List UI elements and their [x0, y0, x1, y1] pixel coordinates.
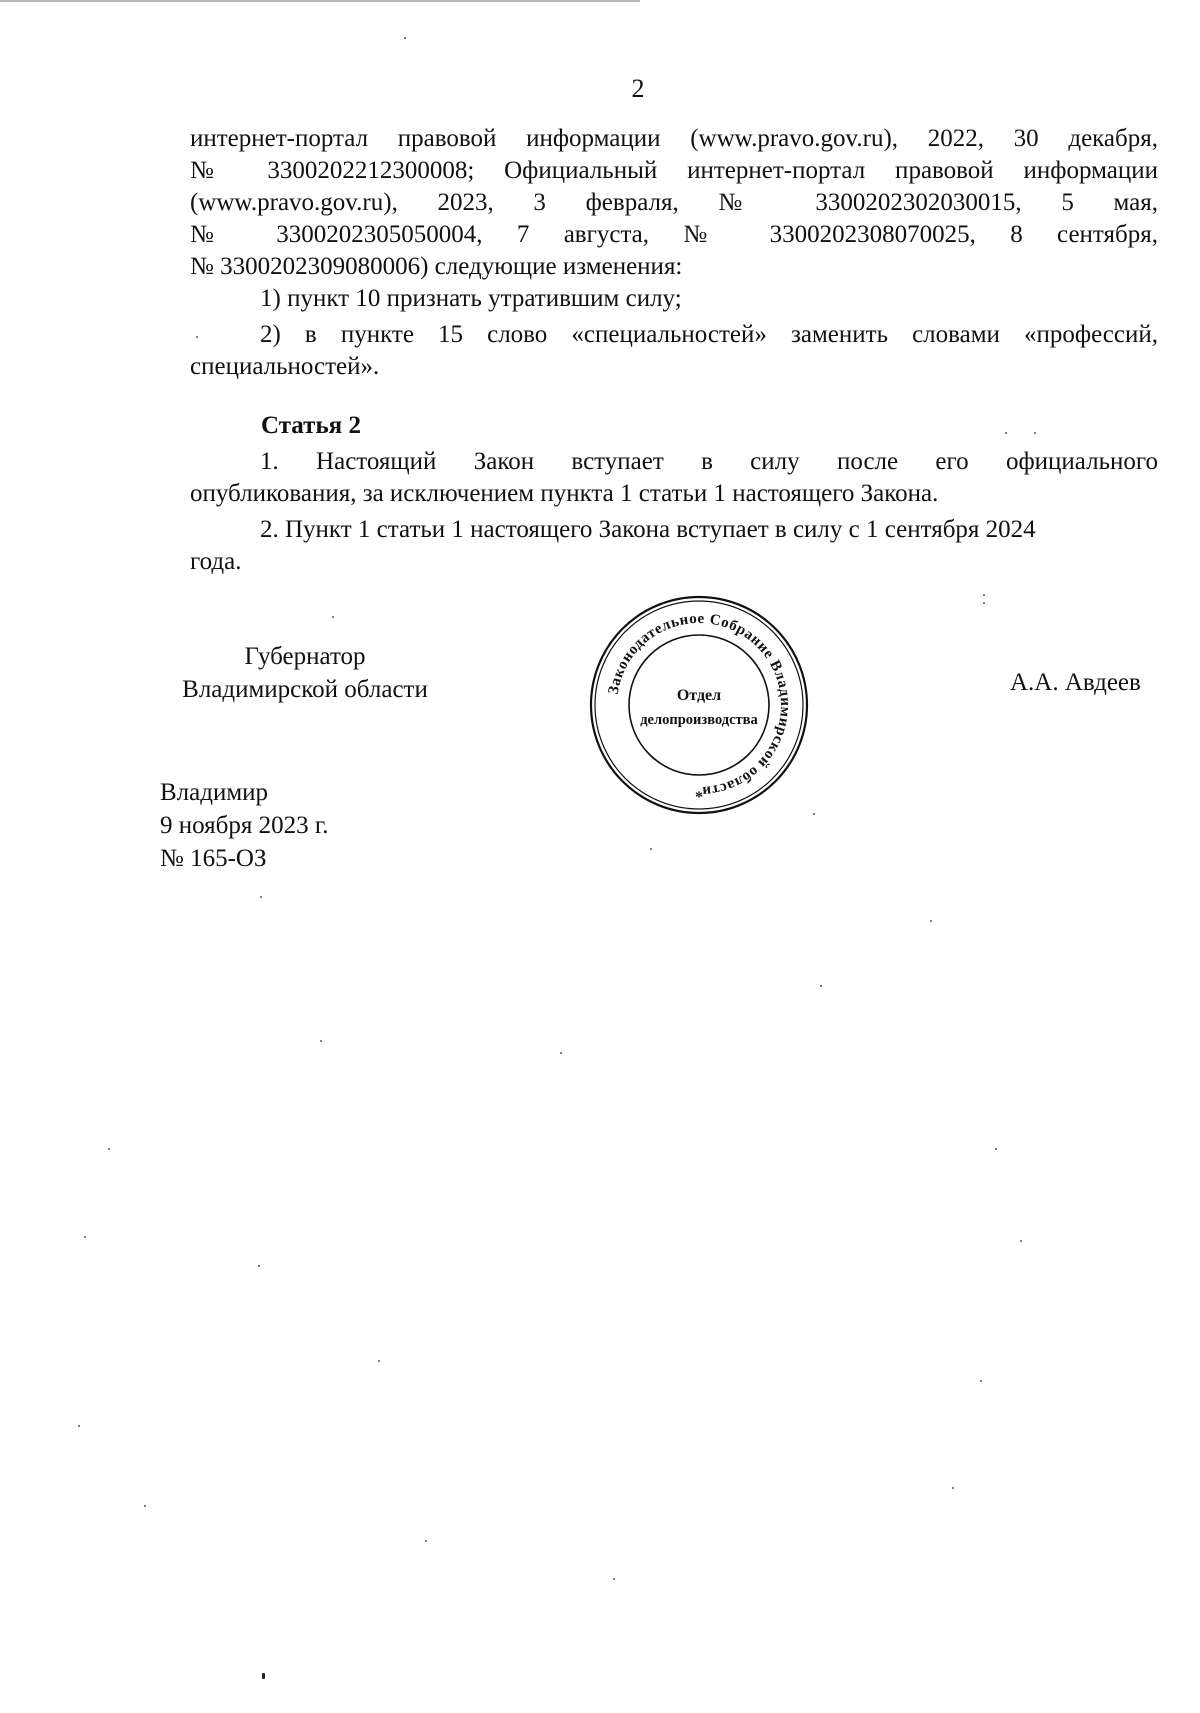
paragraph-amendment-sources	[190, 123, 1158, 283]
footer-date: 9 ноября 2023 г.	[160, 812, 329, 839]
article-2-heading: Статья 2	[261, 412, 361, 439]
footer-city: Владимир	[160, 779, 269, 806]
scan-speck	[813, 813, 815, 815]
scan-speck	[983, 602, 985, 604]
signatory-title	[160, 640, 450, 706]
text-line: 1) пункт 10 признать утратившим силу;	[260, 285, 682, 312]
scan-speck	[84, 1236, 86, 1238]
seal-ring-text: Законодательное Собрание Владимирской области	[605, 610, 794, 800]
signatory-name: А.А. Авдеев	[1010, 669, 1141, 696]
text-line: № 3300202309080006) следующие изменения:	[190, 253, 683, 280]
seal-center-line: делопроизводства	[640, 712, 758, 728]
page-number: 2	[631, 74, 645, 103]
scan-edge-line	[0, 0, 640, 2]
text-line: 2) в пункте 15 слово «специальностей» заменить словами «профессий,	[260, 321, 1158, 348]
scan-speck	[196, 336, 198, 338]
seal-center-line: Отдел	[676, 687, 722, 704]
text-line: опубликования, за исключением пункта 1 статьи 1 настоящего Закона.	[190, 480, 939, 507]
scan-speck	[260, 896, 262, 898]
scan-speck	[108, 1148, 110, 1150]
text-line: № 3300202212300008; Официальный интернет-портал правовой информации	[190, 157, 1158, 184]
text-line: года.	[190, 548, 242, 575]
amendment-item-2	[190, 319, 1158, 383]
document-footer	[160, 776, 329, 875]
scan-speck	[930, 920, 932, 922]
scan-speck	[262, 1673, 265, 1679]
official-seal	[586, 592, 812, 818]
text-line: интернет-портал правовой информации (www.pravo.gov.ru), 2022, 30 декабря,	[190, 125, 1158, 152]
scan-speck	[995, 1148, 997, 1150]
scan-speck	[144, 1505, 146, 1507]
scan-speck	[1034, 432, 1036, 434]
scan-speck	[425, 1540, 427, 1542]
scan-speck	[980, 1380, 982, 1382]
text-line: 1. Настоящий Закон вступает в силу после его официального	[260, 448, 1158, 475]
scan-speck	[404, 37, 406, 39]
signatory-title-line: Владимирской области	[182, 676, 428, 703]
text-line: 2. Пункт 1 статьи 1 настоящего Закона вступает в силу с 1 сентября 2024	[260, 516, 1036, 543]
scan-speck	[560, 1052, 562, 1054]
scan-speck	[1005, 432, 1007, 434]
scan-speck	[332, 616, 334, 618]
seal-star: *	[695, 789, 703, 806]
article-2-body	[190, 446, 1158, 578]
amendment-item-1	[190, 283, 1158, 315]
scan-speck	[952, 1487, 954, 1489]
scan-speck	[613, 1578, 615, 1580]
scan-speck	[378, 1360, 380, 1362]
scan-speck	[78, 1425, 80, 1427]
scan-speck	[983, 594, 985, 596]
scan-speck	[258, 1265, 260, 1267]
text-line: № 3300202305050004, 7 августа, № 3300202308070025, 8 сентября,	[190, 221, 1158, 248]
text-line: (www.pravo.gov.ru), 2023, 3 февраля, № 3300202302030015, 5 мая,	[190, 189, 1158, 216]
text-line: специальностей».	[190, 353, 380, 380]
scan-speck	[820, 985, 822, 987]
scan-speck	[320, 1040, 322, 1042]
scan-speck	[650, 848, 652, 850]
footer-law-number: № 165-ОЗ	[160, 845, 267, 872]
scan-speck	[1020, 1240, 1022, 1242]
signatory-title-line: Губернатор	[244, 643, 366, 670]
